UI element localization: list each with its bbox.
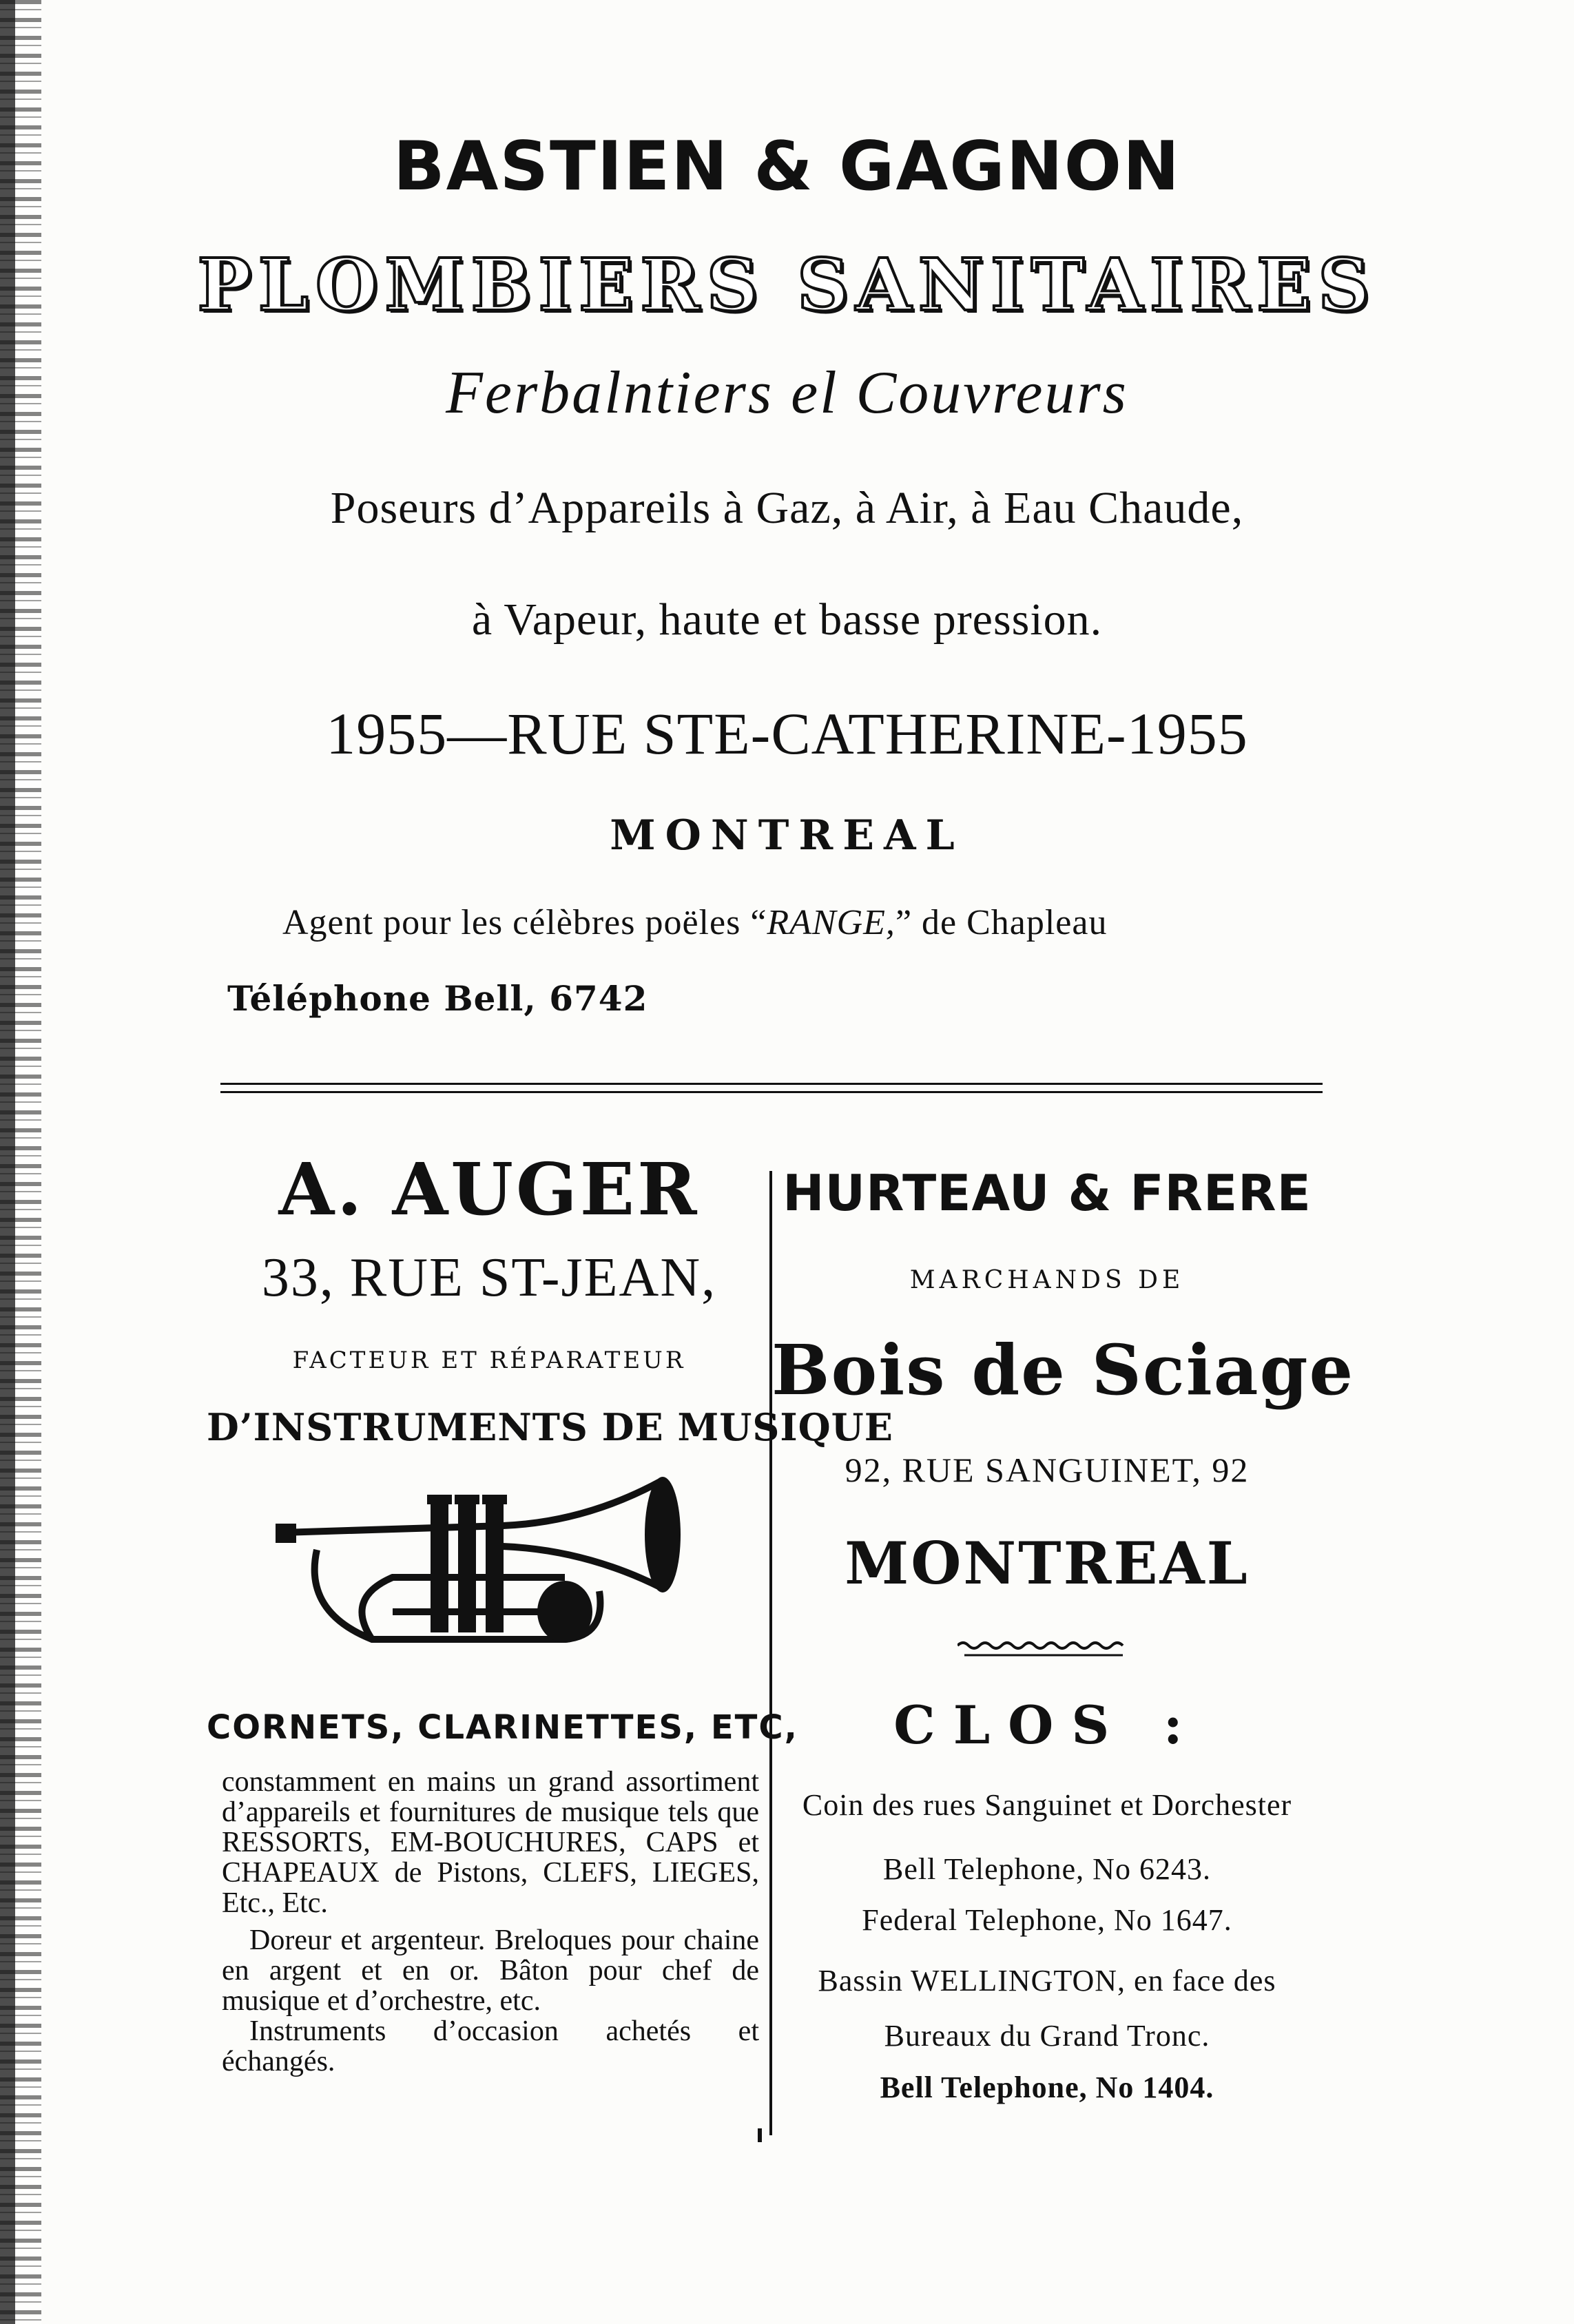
- services-line-2: à Vapeur, haute et basse pression.: [471, 594, 1103, 645]
- bell-telephone: Téléphone Bell, 6742: [227, 978, 648, 1019]
- auger-address: 33, RUE ST-JEAN,: [261, 1247, 717, 1308]
- bastien-gagnon-title: BASTIEN & GAGNON: [393, 127, 1181, 206]
- print-mark: [758, 2128, 762, 2142]
- hurteau-city: MONTREAL: [845, 1529, 1250, 1597]
- agent-text-before: Agent pour les célèbres poëles “: [282, 903, 767, 942]
- cornet-illustration: [276, 1474, 703, 1667]
- yard-2-location: Bassin WELLINGTON, en face des: [818, 1964, 1276, 1998]
- yard-2-location-continued: Bureaux du Grand Tronc.: [884, 2019, 1210, 2053]
- montreal-city: MONTREAL: [610, 811, 964, 860]
- auger-role: FACTEUR ET RÉPARATEUR: [292, 1347, 686, 1374]
- auger-description: [222, 1767, 759, 2077]
- valve-2: [458, 1502, 476, 1632]
- auger-para-3: Instruments d’occasion achetés et échangés.: [222, 2015, 759, 2077]
- double-rule-bottom: [220, 1091, 1323, 1093]
- cornets-heading: CORNETS, CLARINETTES, ETC,: [207, 1708, 798, 1747]
- bell-flare: [645, 1477, 681, 1592]
- range-agent-line: [282, 902, 1107, 943]
- valve-3: [486, 1502, 504, 1632]
- ornamental-divider: [957, 1636, 1130, 1663]
- services-line-1: Poseurs d’Appareils à Gaz, à Air, à Eau Chaude,: [330, 483, 1244, 533]
- range-brand: RANGE,: [767, 903, 895, 942]
- ste-catherine-address: 1955—RUE STE-CATHERINE-1955: [326, 701, 1248, 767]
- mouthpiece: [276, 1524, 296, 1543]
- auger-specialty: D’INSTRUMENTS DE MUSIQUE: [207, 1405, 893, 1449]
- valve-1: [431, 1502, 448, 1632]
- sanguinet-address: 92, RUE SANGUINET, 92: [845, 1451, 1250, 1489]
- bois-de-sciage: Bois de Sciage: [772, 1329, 1355, 1411]
- auger-para-2: Doreur et argenteur. Breloques pour chaine en argent et en or. Bâton pour chef de musique et d’orchestre, etc.: [222, 1924, 759, 2017]
- auger-name: A. AUGER: [278, 1147, 700, 1232]
- hurteau-role: MARCHANDS DE: [909, 1266, 1185, 1294]
- auger-para-1: constamment en mains un grand assortiment d’appareils et fournitures de musique tels que RESSORTS, EM-BOUCHURES, CAPS et CHAPEAUX de Pistons, CLEFS, LIEGES, Etc., Etc.: [222, 1766, 759, 1919]
- plombiers-sanitaires-heading: PLOMBIERS SANITAIRES: [197, 242, 1377, 327]
- double-rule-top: [220, 1083, 1323, 1085]
- scanned-binding-shadow: [0, 0, 15, 2324]
- ferblantiers-subheading: Ferbalntiers el Couvreurs: [446, 360, 1128, 426]
- agent-text-after: ” de Chapleau: [895, 903, 1108, 942]
- yard-2-bell-phone: Bell Telephone, No 1404.: [880, 2071, 1214, 2104]
- yard-1-bell-phone: Bell Telephone, No 6243.: [883, 1852, 1211, 1886]
- yard-1-location: Coin des rues Sanguinet et Dorchester: [802, 1788, 1292, 1822]
- yard-1-federal-phone: Federal Telephone, No 1647.: [862, 1903, 1232, 1937]
- clos-heading: CLOS :: [893, 1694, 1201, 1756]
- hurteau-name: HURTEAU & FRERE: [783, 1164, 1312, 1222]
